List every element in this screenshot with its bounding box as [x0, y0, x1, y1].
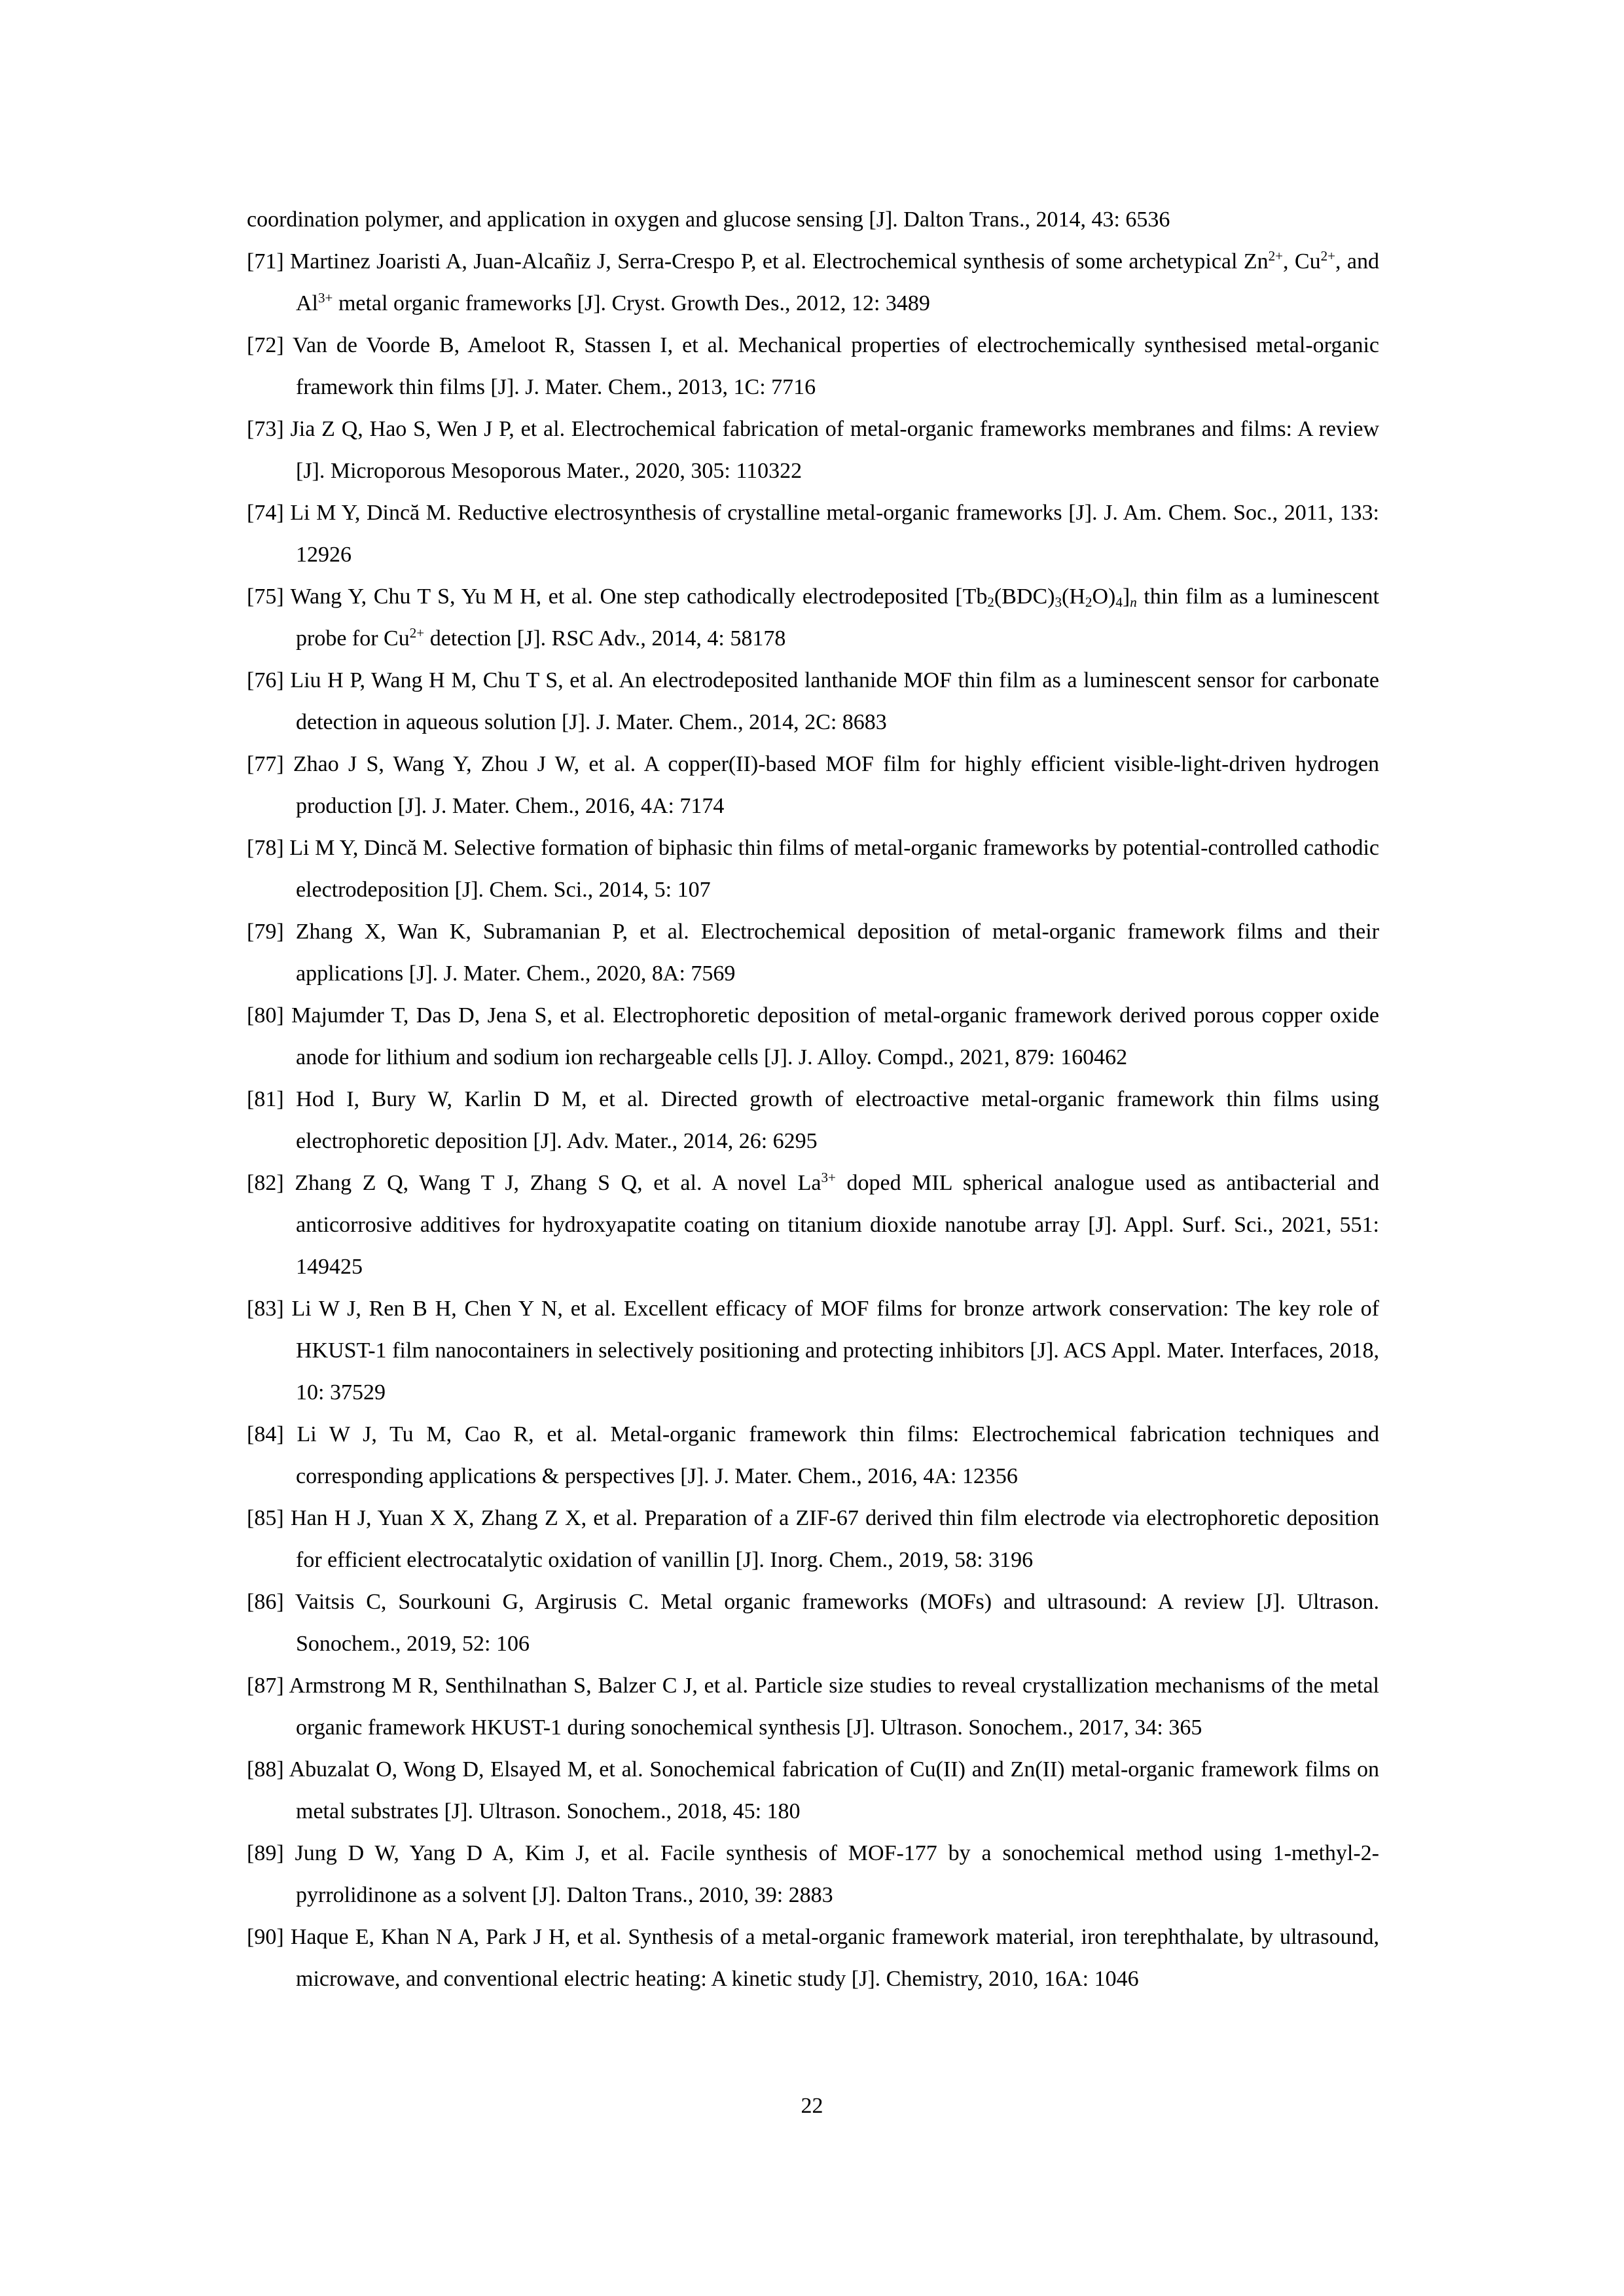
reference-text: Hod I, Bury W, Karlin D M, et al. Directed growth of electroactive metal-organic framework thin films using electrophoretic deposition [J]. Adv. Mater., 2014, 26: 6295 [296, 1087, 1380, 1153]
reference-entry [247, 1288, 1379, 1414]
reference-entry [247, 911, 1379, 995]
reference-entry [247, 1833, 1379, 1916]
reference-text: Zhang Z Q, Wang T J, Zhang S Q, et al. A novel $La^{3+}$ doped MIL spherical analogue used as antibacterial and anticorrosive additives for hydroxyapatite coating on titanium dioxide nanotube array [J]. Appl. Surf. Sci., 2021, 551: 149425 [295, 1170, 1379, 1279]
reference-text: Haque E, Khan N A, Park J H, et al. Synthesis of a metal-organic framework material, iron terephthalate, by ultrasound, microwave, and conventional electric heating: A kinetic study [J]. Chemistry, 2010, 16A: 1046 [290, 1925, 1380, 1991]
reference-label: [87] [247, 1674, 284, 1698]
reference-text: Han H J, Yuan X X, Zhang Z X, et al. Preparation of a ZIF-67 derived thin film electrode via electrophoretic deposition for efficient electrocatalytic oxidation of vanillin [J]. Inorg. Chem., 2019, 58: 3196 [290, 1506, 1380, 1572]
reference-text: Van de Voorde B, Ameloot R, Stassen I, et al. Mechanical properties of electrochemically synthesised metal-organic framework thin films [J]. J. Mater. Chem., 2013, 1C: 7716 [293, 333, 1379, 399]
reference-text: Majumder T, Das D, Jena S, et al. Electrophoretic deposition of metal-organic framework derived porous copper oxide anode for lithium and sodium ion rechargeable cells [J]. J. Alloy. Compd., 2021, 879: 160462 [291, 1003, 1379, 1069]
reference-text: Jung D W, Yang D A, Kim J, et al. Facile synthesis of MOF-177 by a sonochemical method using 1-methyl-2-pyrrolidinone as a solvent [J]. Dalton Trans., 2010, 39: 2883 [295, 1841, 1380, 1907]
reference-label: [73] [247, 417, 284, 441]
reference-label: [82] [247, 1171, 284, 1195]
reference-label: [80] [247, 1003, 284, 1028]
reference-label: [81] [247, 1087, 284, 1111]
reference-text: Li W J, Tu M, Cao R, et al. Metal-organic framework thin films: Electrochemical fabrication techniques and corresponding applications & perspectives [J]. J. Mater. Chem., 2016, 4A: 12356 [296, 1422, 1380, 1488]
reference-text: Abuzalat O, Wong D, Elsayed M, et al. Sonochemical fabrication of Cu(II) and Zn(II) metal-organic framework films on metal substrates [J]. Ultrason. Sonochem., 2018, 45: 180 [289, 1757, 1380, 1823]
reference-label: [90] [247, 1925, 284, 1949]
reference-entry [247, 1414, 1379, 1498]
page-number: 22 [801, 2094, 823, 2118]
reference-entry [247, 576, 1379, 660]
reference-label: [85] [247, 1506, 284, 1530]
reference-label: [71] [247, 249, 284, 274]
reference-label: [79] [247, 920, 284, 944]
reference-entry [247, 1498, 1379, 1581]
reference-entry [247, 492, 1379, 576]
reference-text: Martinez Joaristi A, Juan-Alcañiz J, Serra-Crespo P, et al. Electrochemical synthesis of some archetypical $Zn^{2+}$, $Cu^{2+}$, and $Al^{3+}$ metal organic frameworks [J]. Cryst. Growth Des., 2012, 12: 3489 [290, 248, 1379, 315]
reference-entry [247, 1916, 1379, 2000]
reference-text: Li M Y, Dincă M. Reductive electrosynthesis of crystalline metal-organic frameworks [J]. J. Am. Chem. Soc., 2011, 133: 12926 [290, 501, 1379, 567]
reference-label: [74] [247, 501, 284, 525]
reference-label: [72] [247, 333, 284, 357]
reference-text: Li M Y, Dincă M. Selective formation of biphasic thin films of metal-organic frameworks by potential-controlled cathodic electrodeposition [J]. Chem. Sci., 2014, 5: 107 [289, 836, 1380, 902]
reference-label: [75] [247, 584, 284, 609]
reference-label: [78] [247, 836, 284, 860]
reference-label: [83] [247, 1297, 284, 1321]
reference-entry [247, 1749, 1379, 1833]
reference-entry [247, 1162, 1379, 1288]
reference-label: [76] [247, 668, 284, 692]
reference-entry [247, 1079, 1379, 1162]
reference-entry [247, 325, 1379, 408]
reference-text: Armstrong M R, Senthilnathan S, Balzer C J, et al. Particle size studies to reveal crystallization mechanisms of the metal organic framework HKUST-1 during sonochemical synthesis [J]. Ultrason. Sonochem., 2017, 34: 365 [289, 1674, 1380, 1740]
reference-entry [247, 995, 1379, 1079]
reference-text: Liu H P, Wang H M, Chu T S, et al. An electrodeposited lanthanide MOF thin film as a luminescent sensor for carbonate detection in aqueous solution [J]. J. Mater. Chem., 2014, 2C: 8683 [290, 668, 1379, 734]
reference-label: [89] [247, 1841, 284, 1865]
reference-entry [247, 744, 1379, 827]
references-section [247, 199, 1379, 2000]
reference-text: Zhao J S, Wang Y, Zhou J W, et al. A copper(II)-based MOF film for highly efficient visible-light-driven hydrogen production [J]. J. Mater. Chem., 2016, 4A: 7174 [293, 752, 1380, 818]
reference-entry [247, 1665, 1379, 1749]
reference-continuation-line: coordination polymer, and application in oxygen and glucose sensing [J]. Dalton Trans., 2014, 43: 6536 [247, 207, 1170, 232]
reference-text: Wang Y, Chu T S, Yu M H, et al. One step cathodically electrodeposited $[Tb_2(BDC)_3(H_2O)_4]_n$ thin film as a luminescent probe for $Cu^{2+}$ detection [J]. RSC Adv., 2014, 4: 58178 [290, 584, 1379, 651]
reference-text: Vaitsis C, Sourkouni G, Argirusis C. Metal organic frameworks (MOFs) and ultrasound: A review [J]. Ultrason. Sonochem., 2019, 52: 106 [295, 1590, 1379, 1656]
reference-entry [247, 1581, 1379, 1665]
reference-label: [77] [247, 752, 284, 776]
reference-entry [247, 241, 1379, 325]
reference-entry [247, 827, 1379, 911]
references-list [247, 241, 1379, 2000]
reference-text: Jia Z Q, Hao S, Wen J P, et al. Electrochemical fabrication of metal-organic frameworks membranes and films: A review [J]. Microporous Mesoporous Mater., 2020, 305: 110322 [290, 417, 1379, 483]
reference-text: Li W J, Ren B H, Chen Y N, et al. Excellent efficacy of MOF films for bronze artwork conservation: The key role of HKUST-1 film nanocontainers in selectively positioning and protecting inhibitors [J]. ACS Appl. Mater. Interfaces, 2018, 10: 37529 [291, 1297, 1380, 1405]
reference-label: [84] [247, 1422, 284, 1446]
reference-entry [247, 660, 1379, 744]
reference-entry [247, 408, 1379, 492]
reference-text: Zhang X, Wan K, Subramanian P, et al. Electrochemical deposition of metal-organic framework films and their applications [J]. J. Mater. Chem., 2020, 8A: 7569 [295, 920, 1380, 986]
reference-label: [88] [247, 1757, 284, 1782]
reference-label: [86] [247, 1590, 284, 1614]
